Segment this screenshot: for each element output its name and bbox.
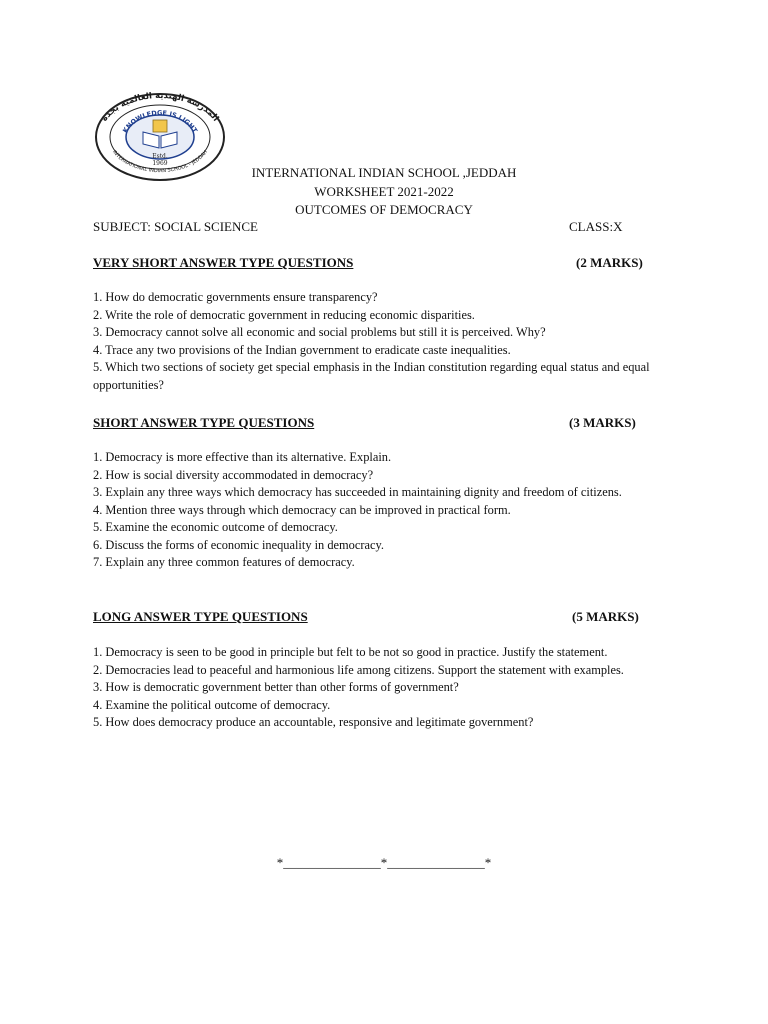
school-name: INTERNATIONAL INDIAN SCHOOL ,JEDDAH [251,165,517,180]
question-item: 1. Democracy is more effective than its alternative. Explain. [93,450,392,464]
question-item: 3. Democracy cannot solve all economic and social problems but still it is perceived. Why? [93,325,546,339]
class-label: CLASS:X [569,219,623,234]
question-item: 4. Mention three ways through which democracy can be improved in practical form. [93,502,511,517]
question-list-la [93,644,678,732]
question-item: 5. Which two sections of society get special emphasis in the Indian constitution regarding equal status and equal opportunities? [93,360,650,392]
logo-motto: KNOWLEDGE IS LIGHT [121,108,199,135]
subject-label: SUBJECT: SOCIAL SCIENCE [93,219,259,234]
question-item: 5. Examine the economic outcome of democracy. [93,520,338,534]
question-item: 1. Democracy is seen to be good in principle but felt to be not so good in practice. Justify the statement. [93,645,608,659]
question-item: 3. How is democratic government better than other forms of government? [93,680,459,694]
question-item: 4. Examine the political outcome of democracy. [93,697,331,712]
question-item: 2. Write the role of democratic government in reducing economic disparities. [93,307,475,322]
section-marks: (3 MARKS) [569,415,636,430]
section-title: LONG ANSWER TYPE QUESTIONS [93,609,308,624]
section-heading-la [93,609,653,625]
section-heading-sa [93,415,653,431]
logo-year: 1969 [152,160,168,167]
question-item: 4. Trace any two provisions of the Indian government to eradicate caste inequalities. [93,342,511,357]
question-list-sa [93,449,678,572]
question-item: 2. How is social diversity accommodated in democracy? [93,467,374,482]
section-title: SHORT ANSWER TYPE QUESTIONS [93,415,315,430]
section-marks: (2 MARKS) [576,255,643,270]
worksheet-year: WORKSHEET 2021-2022 [314,184,454,199]
question-item: 5. How does democracy produce an accountable, responsive and legitimate government? [93,715,534,729]
footer-divider: *_______________*_______________* [276,855,492,870]
section-title: VERY SHORT ANSWER TYPE QUESTIONS [93,255,354,270]
logo-arabic-text: المدرسة الهندية العالمية بجدة [99,92,221,124]
subject-row [93,219,633,235]
question-item: 7. Explain any three common features of democracy. [93,555,355,569]
logo-estd: Estd. [152,153,168,160]
question-item: 3. Explain any three ways which democracy has succeeded in maintaining dignity and freedom of citizens. [93,485,622,499]
question-item: 2. Democracies lead to peaceful and harmonious life among citizens. Support the statement with examples. [93,662,624,677]
worksheet-topic: OUTCOMES OF DEMOCRACY [295,202,473,217]
question-item: 6. Discuss the forms of economic inequality in democracy. [93,537,384,552]
question-list-vsa [93,289,678,394]
section-heading-vsa [93,255,653,271]
logo-bottom-arc-text: INTERNATIONAL INDIAN SCHOOL - JEDDAH [111,149,209,175]
question-item: 1. How do democratic governments ensure transparency? [93,290,378,304]
section-marks: (5 MARKS) [572,609,639,624]
